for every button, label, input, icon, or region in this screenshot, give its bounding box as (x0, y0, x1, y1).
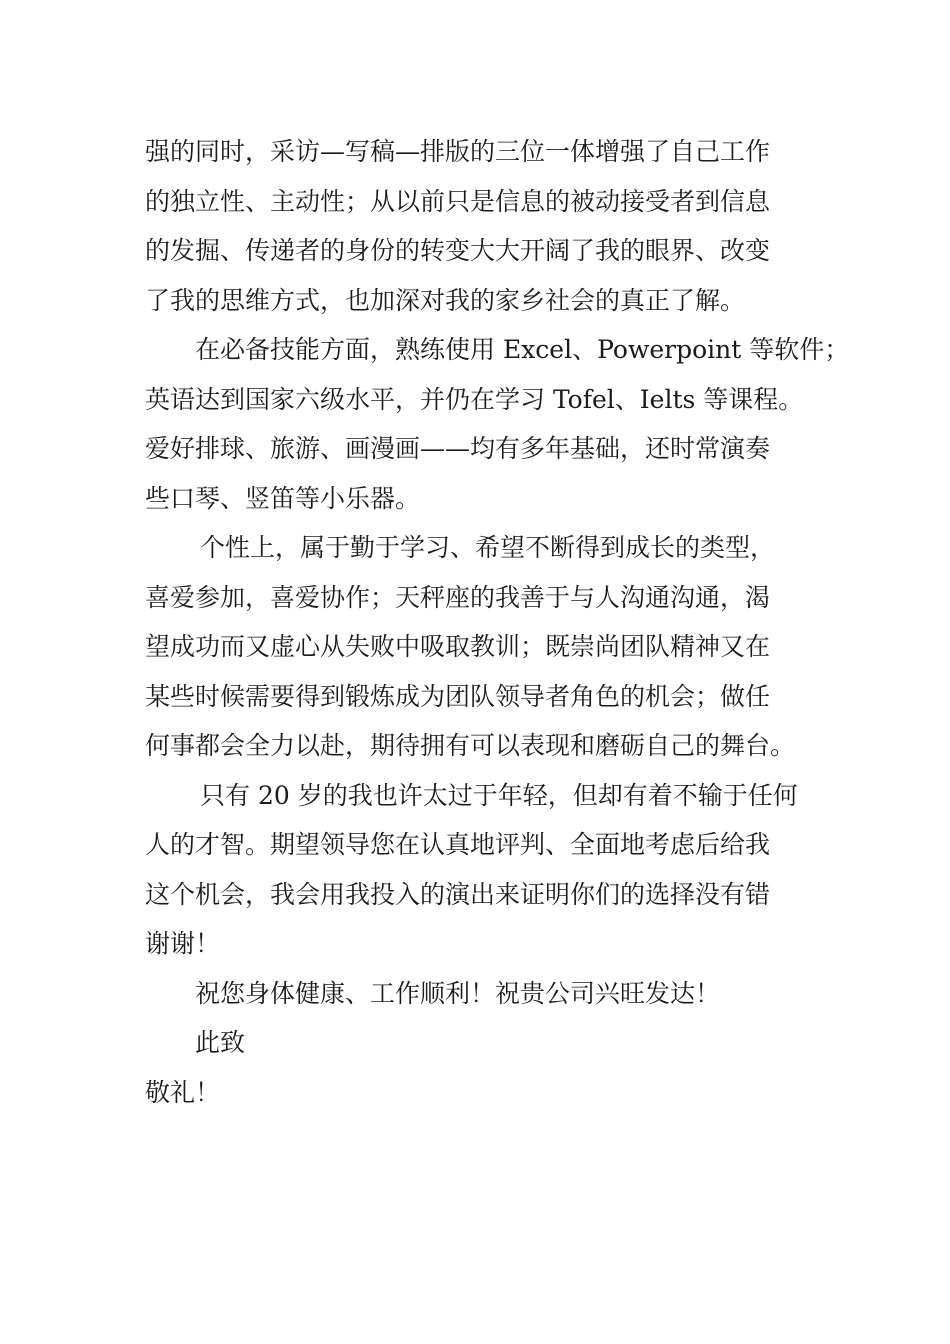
salutation-line: 此致 (195, 1028, 246, 1057)
text-line: 强的同时，采访—写稿—排版的三位一体增强了自己工作 (145, 137, 771, 166)
paragraph-personality-start: 个性上，属于勤于学习、希望不断得到成长的类型， (200, 533, 776, 562)
text-line: 望成功而又虚心从失败中吸取教训；既崇尚团队精神又在 (145, 632, 771, 661)
wishes-line: 祝您身体健康、工作顺利！祝贵公司兴旺发达！ (195, 978, 721, 1008)
text-line: 的独立性、主动性；从以前只是信息的被动接受者到信息 (145, 186, 771, 216)
text-line: 喜爱参加，喜爱协作；天秤座的我善于与人沟通沟通，渴 (145, 582, 771, 612)
text-line: 这个机会，我会用我投入的演出来证明你们的选择没有错 (145, 879, 771, 909)
text-line: 了我的思维方式，也加深对我的家乡社会的真正了解。 (145, 285, 746, 315)
paragraph-closing-start: 只有 20 岁的我也许太过于年轻，但却有着不输于任何 (200, 780, 798, 810)
text-line: 英语达到国家六级水平，并仍在学习 Tofel、Ielts 等课程。 (145, 384, 804, 414)
text-line: 人的才智。期望领导您在认真地评判、全面地考虑后给我 (145, 830, 771, 859)
text-line: 些口琴、竖笛等小乐器。 (145, 483, 421, 513)
text-line: 爱好排球、旅游、画漫画——均有多年基础，还时常演奏 (145, 434, 771, 463)
text-line: 何事都会全力以赴，期待拥有可以表现和磨砺自己的舞台。 (145, 731, 796, 760)
text-line: 的发掘、传递者的身份的转变大大开阔了我的眼界、改变 (145, 236, 771, 265)
paragraph-skills-start: 在必备技能方面，熟练使用 Excel、Powerpoint 等软件； (195, 335, 850, 364)
thanks-line: 谢谢！ (145, 929, 221, 958)
text-line: 某些时候需要得到锻炼成为团队领导者角色的机会；做任 (145, 681, 771, 711)
regards-line: 敬礼！ (145, 1077, 221, 1107)
letter-body (145, 127, 850, 1117)
